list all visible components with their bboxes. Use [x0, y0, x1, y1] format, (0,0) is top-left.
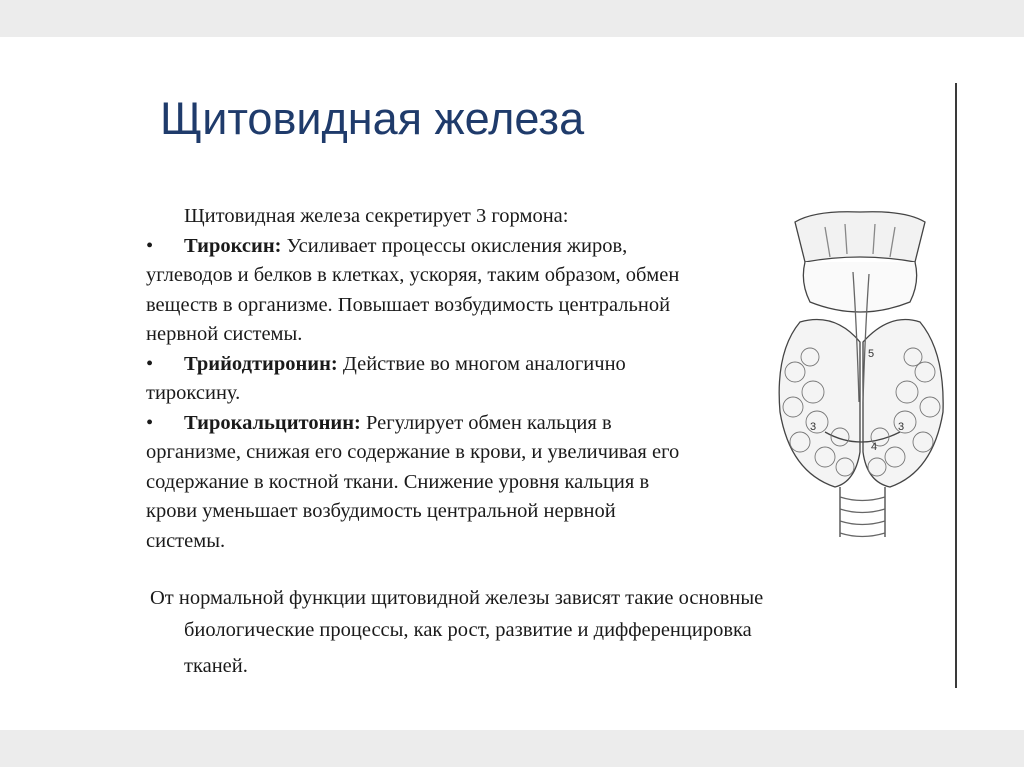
- hormone-term: Тирокальцитонин:: [184, 411, 361, 434]
- hormone-desc-line: Усиливает процессы окисления жиров,: [281, 234, 628, 257]
- illustration-label: 3: [898, 421, 905, 433]
- hormone-desc-line: содержание в костной ткани. Снижение уровня кальция в: [146, 470, 650, 493]
- footer-line: биологические процессы, как рост, развитие и дифференцировка: [184, 619, 752, 641]
- footer-line: От нормальной функции щитовидной железы зависят такие основные: [150, 587, 764, 609]
- hormone-desc-line: Действие во многом аналогично: [337, 352, 626, 375]
- slide-divider-line: [955, 83, 957, 688]
- slide: [0, 37, 1024, 730]
- hormone-item-thyroxine: [146, 232, 776, 350]
- hormone-desc-line: тироксину.: [146, 382, 241, 404]
- illustration-label: 5: [868, 348, 875, 360]
- footer-text: [150, 582, 890, 682]
- hormone-desc-line: Регулирует обмен кальция в: [360, 411, 612, 434]
- hormone-desc-line: нервной системы.: [146, 323, 303, 345]
- hormone-term: Трийодтиронин:: [184, 352, 338, 375]
- thyroid-gland-illustration: [765, 202, 955, 542]
- footer-line: тканей.: [184, 655, 248, 677]
- illustration-label: 4: [871, 441, 878, 453]
- hormone-desc-line: крови уменьшает возбудимость центральной нервной: [146, 500, 616, 522]
- hormone-desc-line: организме, снижая его содержание в крови, и увеличивая его: [146, 441, 680, 463]
- slide-title: Щитовидная железа: [160, 93, 585, 144]
- hormone-item-thyrocalcitonin: [146, 409, 776, 557]
- hormone-desc-line: системы.: [146, 529, 226, 552]
- hormone-desc-line: углеводов и белков в клетках, ускоряя, таким образом, обмен: [146, 264, 680, 286]
- hormone-item-triiodothyronine: [146, 350, 776, 409]
- hormone-desc-line: веществ в организме. Повышает возбудимость центральной: [146, 293, 671, 316]
- bullet: •: [146, 352, 154, 375]
- hormone-term: Тироксин:: [184, 234, 282, 257]
- slide-body: [146, 202, 776, 556]
- intro-text: Щитовидная железа секретирует 3 гормона:: [184, 205, 569, 227]
- bullet: •: [146, 411, 154, 434]
- illustration-label: 3: [810, 421, 817, 433]
- bullet: •: [146, 234, 154, 257]
